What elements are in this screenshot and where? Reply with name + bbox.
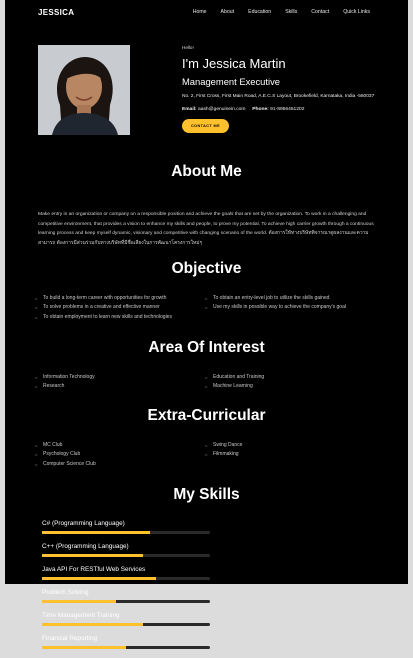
phone-label: Phone: — [252, 107, 269, 112]
skill-bar-fill — [42, 577, 156, 580]
list-item: ○ Machine Learning — [205, 382, 375, 391]
skill-item — [42, 520, 212, 534]
extra-curricular-list — [35, 441, 375, 469]
skill-item — [42, 543, 212, 557]
nav-education[interactable]: Education — [248, 9, 272, 15]
skill-bar-fill — [42, 646, 126, 649]
hero-intro — [182, 45, 382, 133]
profile-photo — [38, 45, 130, 135]
list-item: ○ To obtain employment to learn new skills and technologies — [35, 313, 205, 322]
interest-list — [35, 373, 375, 392]
list-item: ○ Use my skills in possible way to achieve the company's goal — [205, 303, 375, 312]
list-item: ○ Psychology Club — [35, 450, 205, 459]
nav-home[interactable]: Home — [192, 9, 207, 15]
skill-name: Financial Reporting — [42, 635, 98, 642]
skill-bar-fill — [42, 554, 143, 557]
nav-contact[interactable]: Contact — [311, 9, 330, 15]
objective-list — [35, 294, 375, 322]
skill-name: Problem Solving — [42, 589, 89, 596]
skill-bar — [42, 577, 210, 580]
contact-info — [182, 107, 382, 112]
nav-about[interactable]: About — [220, 9, 235, 15]
skill-bar — [42, 554, 210, 557]
skill-name: C++ (Programming Language) — [42, 543, 129, 550]
skill-item — [42, 635, 212, 649]
skill-item — [42, 612, 212, 626]
hello-text: Hello! — [182, 45, 194, 50]
list-item: ○ Education and Training — [205, 373, 375, 382]
hero-address: No. 2, First Cross, First Main Road, A.E.C.S Layout, Brookefield, Karnataka, India -560037 — [182, 94, 375, 99]
about-text: Make entry in an organization or company on a responsible position and achieve the goals that are set by the organization. To work in a challenging and competitive environment, that provides a vision to enhance my skills and people, to prove my potential. To achieve high carrier growth through a continuous learning process and keep myself dynamic, visionary and competitive with changing scenario of the world. ต้องการให้ทางบริษัทพิจารณาดูผลงานและความสามารถ ต้องการมีส่วนร่วมกับทางบริษัทที่มีชื่อเสียงในการพัฒนาโครงการใหม่ๆ — [38, 212, 374, 246]
skill-name: C# (Programming Language) — [42, 520, 125, 527]
skill-item — [42, 589, 212, 603]
hero-role: Management Executive — [182, 76, 280, 87]
nav-quick-links[interactable]: Quick Links — [343, 9, 370, 15]
skill-name: Java API For RESTful Web Services — [42, 566, 146, 573]
nav-links — [193, 9, 370, 15]
list-item: ○ To build a long-term career with opportunities for growth — [35, 294, 205, 303]
contact-me-button[interactable]: CONTACT ME — [182, 119, 229, 133]
skill-bar-fill — [42, 531, 150, 534]
nav-skills[interactable]: Skills — [285, 9, 298, 15]
list-item: ○ To solve problems in a creative and effective manner — [35, 303, 205, 312]
brand-logo[interactable]: JESSICA — [38, 8, 75, 17]
skill-bar-fill — [42, 623, 143, 626]
list-item: ○ MC Club — [35, 441, 205, 450]
skill-item — [42, 566, 212, 580]
skill-bar-fill — [42, 600, 116, 603]
skills-title: My Skills — [173, 486, 240, 503]
navbar — [5, 0, 408, 24]
resume-page — [5, 0, 408, 642]
email-value[interactable]: aash@genuinein.com — [198, 107, 246, 112]
list-item: ○ Filmmaking — [205, 450, 375, 459]
list-item: ○ To obtain an entry-level job to utilize the skills gained — [205, 294, 375, 303]
skill-bar — [42, 600, 210, 603]
list-item: ○ Research — [35, 382, 205, 391]
skill-name: Time Management Training — [42, 612, 120, 619]
list-item: ○ Swing Dance — [205, 441, 375, 450]
skills-grid — [42, 520, 382, 658]
extra-curricular-title: Extra-Curricular — [147, 407, 266, 424]
phone-value[interactable]: 91-8956451202 — [270, 107, 305, 112]
about-title: About Me — [171, 163, 242, 180]
list-item: ○ Information Technology — [35, 373, 205, 382]
list-item: ○ Computer Science Club — [35, 460, 205, 469]
email-label: Email: — [182, 107, 197, 112]
skill-bar — [42, 623, 210, 626]
interest-title: Area Of Interest — [148, 339, 265, 356]
hero-name: I'm Jessica Martin — [182, 56, 286, 71]
objective-title: Objective — [171, 260, 242, 277]
skill-bar — [42, 646, 210, 649]
skill-bar — [42, 531, 210, 534]
